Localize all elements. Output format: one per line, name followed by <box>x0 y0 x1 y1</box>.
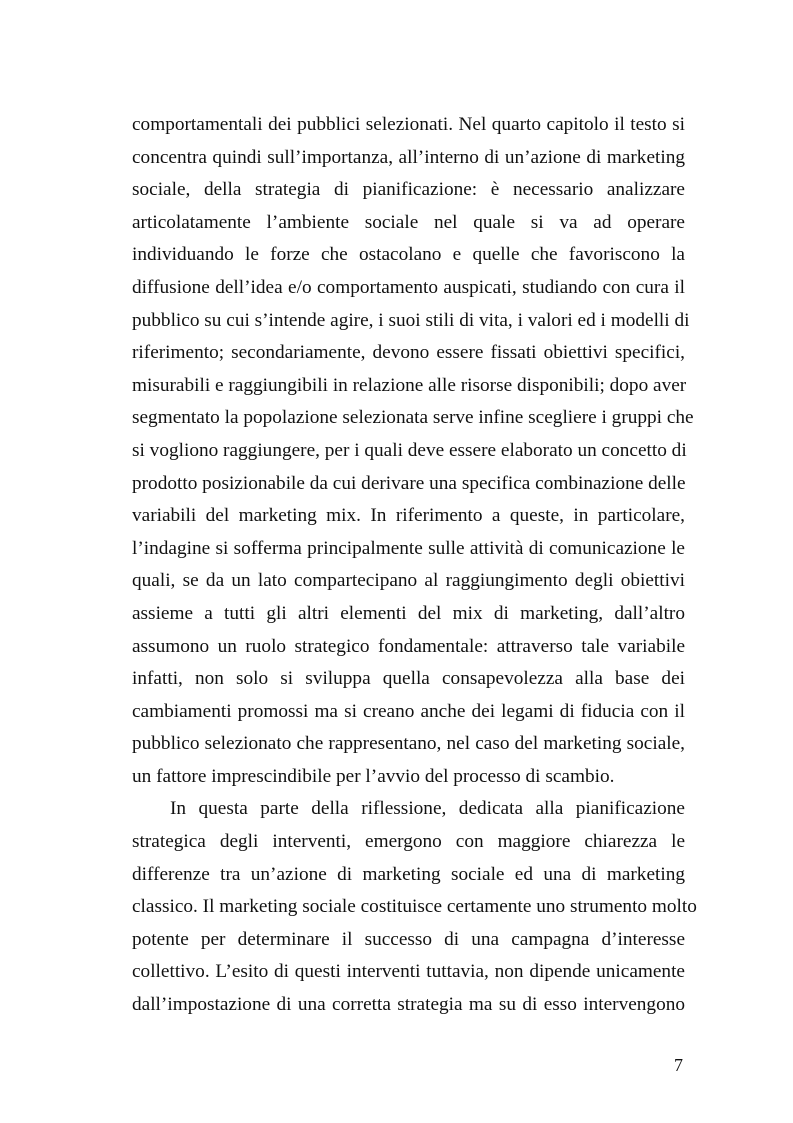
text-line: dall’impostazione di una corretta strategia ma su di esso intervengono <box>132 994 685 1016</box>
text-line: In questa parte della riflessione, dedicata alla pianificazione <box>170 798 685 820</box>
text-line: comportamentali dei pubblici selezionati. Nel quarto capitolo il testo si <box>132 114 685 135</box>
text-line: classico. Il marketing sociale costituisce certamente uno strumento molto <box>132 896 697 918</box>
text-line: un fattore imprescindibile per l’avvio del processo di scambio. <box>132 765 615 787</box>
text-line: differenze tra un’azione di marketing sociale ed una di marketing <box>132 863 685 885</box>
text-line: sociale, della strategia di pianificazione: è necessario analizzare <box>132 179 685 201</box>
body-text <box>132 109 697 1022</box>
text-line: potente per determinare il successo di una campagna d’interesse <box>132 928 685 950</box>
text-line: infatti, non solo si sviluppa quella consapevolezza alla base dei <box>132 668 685 690</box>
text-line: variabili del marketing mix. In riferimento a queste, in particolare, <box>132 505 685 527</box>
text-line: assumono un ruolo strategico fondamentale: attraverso tale variabile <box>132 635 685 657</box>
text-line: pubblico su cui s’intende agire, i suoi stili di vita, i valori ed i modelli di <box>132 309 690 331</box>
page-number: 7 <box>674 1055 683 1075</box>
text-line: collettivo. L’esito di questi interventi tuttavia, non dipende unicamente <box>132 961 685 983</box>
text-line: pubblico selezionato che rappresentano, nel caso del marketing sociale, <box>132 733 685 755</box>
text-line: strategica degli interventi, emergono con maggiore chiarezza le <box>132 831 685 853</box>
text-line: misurabili e raggiungibili in relazione alle risorse disponibili; dopo aver <box>132 374 687 396</box>
text-line: prodotto posizionabile da cui derivare una specifica combinazione delle <box>132 472 686 494</box>
paragraph <box>132 109 694 793</box>
paragraph <box>132 793 697 1021</box>
text-line: diffusione dell’idea e/o comportamento auspicati, studiando con cura il <box>132 276 685 298</box>
text-line: articolatamente l’ambiente sociale nel quale si va ad operare <box>132 211 685 233</box>
text-line: riferimento; secondariamente, devono essere fissati obiettivi specifici, <box>132 342 685 364</box>
text-line: assieme a tutti gli altri elementi del mix di marketing, dall’altro <box>132 602 685 624</box>
text-line: concentra quindi sull’importanza, all’interno di un’azione di marketing <box>132 146 685 168</box>
text-line: quali, se da un lato compartecipano al raggiungimento degli obiettivi <box>132 570 685 592</box>
text-line: segmentato la popolazione selezionata serve infine scegliere i gruppi che <box>132 407 694 429</box>
text-line: si vogliono raggiungere, per i quali deve essere elaborato un concetto di <box>132 439 687 461</box>
text-line: l’indagine si sofferma principalmente sulle attività di comunicazione le <box>132 537 685 559</box>
text-line: individuando le forze che ostacolano e quelle che favoriscono la <box>132 244 685 266</box>
text-line: cambiamenti promossi ma si creano anche dei legami di fiducia con il <box>132 700 685 722</box>
